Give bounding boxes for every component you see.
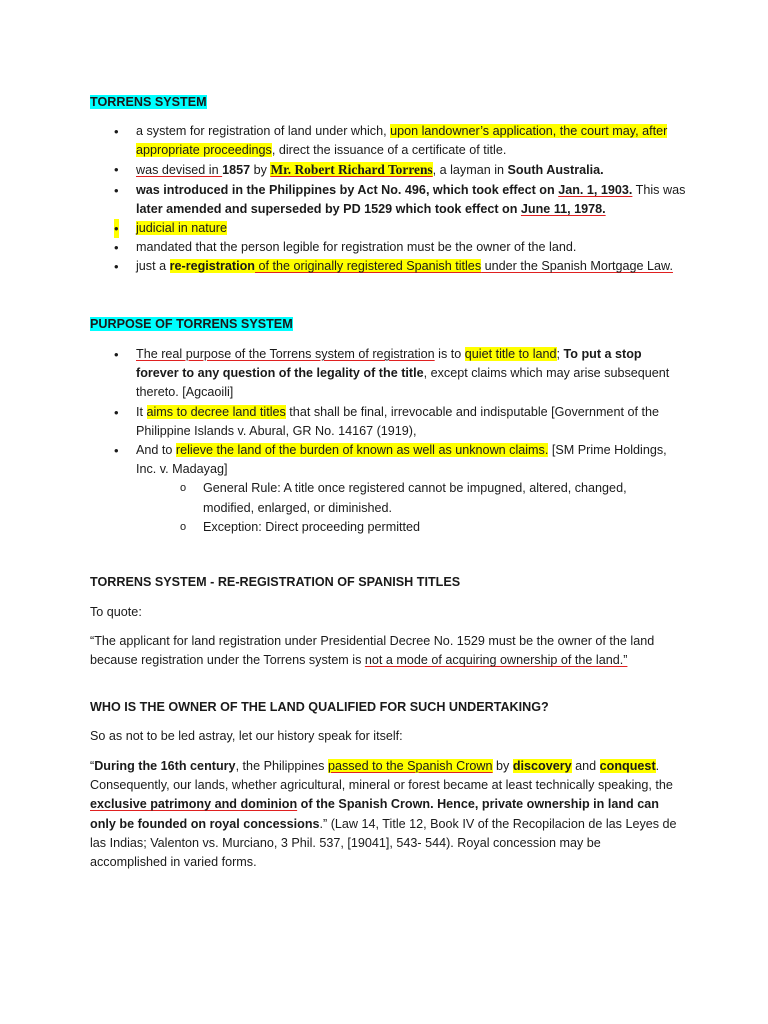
section-heading-owner-question: WHO IS THE OWNER OF THE LAND QUALIFIED FOR SUCH UNDERTAKING? <box>90 700 549 714</box>
list-item: • It aims to decree land titles that shall be final, irrevocable and indisputable [Government of the Philippine Islands v. Abural, GR No. 14167 (1919), <box>114 404 659 438</box>
to-quote-text: To quote: <box>90 605 142 619</box>
list-item: • mandated that the person legible for registration must be the owner of the land. <box>114 240 577 256</box>
list-item: • was introduced in the Philippines by Act No. 496, which took effect on Jan. 1, 1903. This was later amended and superseded by PD 1529 which took effect on June 11, 1978. <box>114 182 686 216</box>
section-heading-torrens-system: TORRENS SYSTEM <box>90 95 207 109</box>
list-item: • The real purpose of the Torrens system of registration is to quiet title to land; To put a stop forever to any question of the legality of the title, except claims which may arise subsequent thereto. [Agcaoili] <box>114 347 670 400</box>
list-item: • a system for registration of land under which, upon landowner’s application, the court may, after appropriate proceedings, direct the issuance of a certificate of title. <box>114 124 668 158</box>
torrens-system-bullet-list <box>114 122 686 277</box>
purpose-bullet-list <box>114 345 680 537</box>
list-item: • judicial in nature <box>114 219 680 238</box>
list-item: • was devised in 1857 by Mr. Robert Richard Torrens, a layman in South Australia. <box>114 162 604 178</box>
list-item: • And to relieve the land of the burden of known as well as unknown claims. [SM Prime Holdings, Inc. v. Madayag] o General Rule: A title once registered cannot be impugned, altered, changed, modified, enlarged, or diminished. o Exception: Direct proceeding permitted <box>114 441 680 537</box>
history-paragraph: “During the 16th century, the Philippines passed to the Spanish Crown by discovery and conquest. Consequently, our lands, whether agricultural, mineral or forest became at least technically speaking, the exclusive patrimony and dominion of the Spanish Crown. Hence, private ownership in land can only be founded on royal concessions.” (Law 14, Title 12, Book IV of the Recopilacion de las Leyes de las Indias; Valenton vs. Murciano, 3 Phil. 537, [19041], 543- 544). Royal concession may be accomplished in varied forms. <box>90 759 677 870</box>
quote-paragraph: “The applicant for land registration under Presidential Decree No. 1529 must be the owner of the land because registration under the Torrens system is not a mode of acquiring ownership of the land.” <box>90 634 655 668</box>
history-intro-text: So as not to be led astray, let our history speak for itself: <box>90 729 403 743</box>
list-item: • just a re-registration of the originally registered Spanish titles under the Spanish Mortgage Law. <box>114 259 673 275</box>
section-heading-re-registration: TORRENS SYSTEM - RE-REGISTRATION OF SPANISH TITLES <box>90 575 461 589</box>
sub-list-item: o Exception: Direct proceeding permitted <box>180 519 421 534</box>
sub-list-item: o General Rule: A title once registered cannot be impugned, altered, changed, modified, enlarged, or diminished. <box>180 481 627 515</box>
sub-bullet-list <box>136 479 680 537</box>
section-heading-purpose: PURPOSE OF TORRENS SYSTEM <box>90 317 293 331</box>
